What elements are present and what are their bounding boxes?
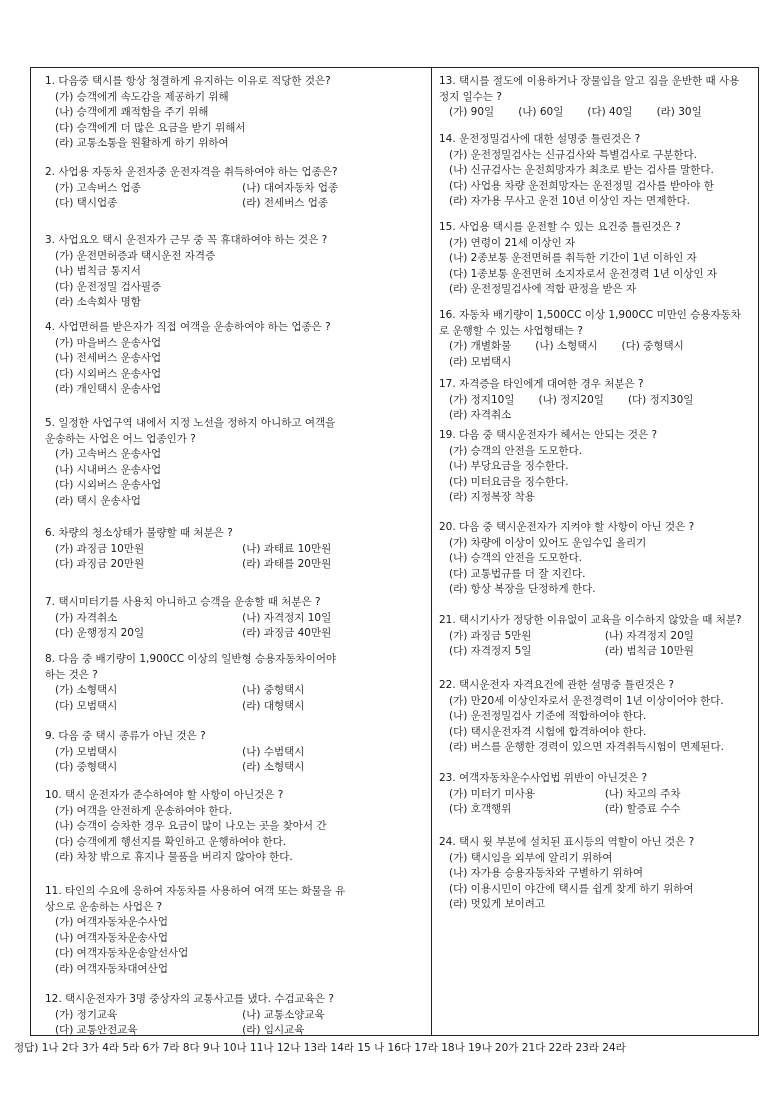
answer-option: (가) 연령이 21세 이상인 자 bbox=[449, 236, 576, 249]
question-stem: 5. 일정한 사업구역 내에서 지정 노선을 정하지 아니하고 여객을 운송하는 사업은 어느 업종인가 ? bbox=[45, 417, 336, 445]
answer-option: (나) 시내버스 운송사업 bbox=[55, 463, 162, 476]
question bbox=[439, 613, 757, 660]
answer-option: (다) 중형택시 bbox=[55, 761, 118, 773]
answer-option: (라) 교통소통을 원활하게 하기 위하여 bbox=[55, 137, 229, 149]
question bbox=[439, 377, 757, 424]
answer-option: (가) 승객에게 속도감을 제공하기 위해 bbox=[55, 90, 229, 103]
question bbox=[439, 132, 757, 210]
answer-option: (다) 과징금 20만원 bbox=[55, 558, 145, 570]
answer-option: (나) 대여자동차 업종 bbox=[242, 181, 339, 194]
answer-option: (가) 모범택시 bbox=[55, 745, 118, 758]
answer-option: (가) 운전면허증과 택시운전 자격증 bbox=[55, 249, 216, 262]
question-stem: 8. 다음 중 배기량이 1,900CC 이상의 일반형 승용자동차이어야 하는 것은 ? bbox=[45, 653, 337, 681]
question bbox=[439, 428, 757, 506]
answer-option: (가) 소형택시 bbox=[55, 684, 118, 696]
answer-option: (다) 시외버스 운송사업 bbox=[55, 479, 162, 491]
option-list bbox=[439, 629, 757, 660]
answer-option: (라) 여객자동차대여산업 bbox=[55, 962, 168, 975]
answer-option: (라) 자격취소 bbox=[449, 409, 512, 421]
answer-option: (다) 모범택시 bbox=[55, 699, 118, 712]
answer-option: (가) 90일 bbox=[449, 106, 495, 118]
answer-option: (나) 자격정지 10일 bbox=[242, 611, 332, 624]
question bbox=[439, 771, 757, 818]
answer-option: (다) 자격정지 5일 bbox=[449, 645, 532, 657]
answer-option: (다) 40일 bbox=[587, 106, 633, 118]
answer-option: (가) 과징금 5만원 bbox=[449, 629, 532, 642]
question-stem: 7. 택시미터기를 사용치 아니하고 승객을 운송할 때 처분은 ? bbox=[45, 596, 321, 608]
question bbox=[439, 74, 757, 121]
question-stem: 15. 사업용 택시를 운전할 수 있는 요건중 틀린것은 ? bbox=[439, 221, 681, 233]
answer-option: (가) 승객의 안전을 도모한다. bbox=[449, 444, 583, 457]
question bbox=[439, 835, 757, 913]
answer-option: (라) 임시교육 bbox=[242, 1024, 305, 1036]
answer-option: (가) 고속버스 업종 bbox=[55, 181, 141, 194]
answer-option: (나) 정지20일 bbox=[538, 393, 604, 406]
answer-option: (나) 승객의 안전을 도모한다. bbox=[449, 552, 583, 564]
question bbox=[45, 652, 427, 714]
answer-option: (나) 자가용 승용자동차와 구별하기 위하여 bbox=[449, 867, 643, 879]
option-list bbox=[45, 1008, 427, 1039]
answer-option: (라) 과태를 20만원 bbox=[242, 558, 332, 570]
answer-option: (라) 차창 밖으로 휴지나 물품을 버리지 않아야 한다. bbox=[55, 851, 293, 863]
column-divider bbox=[431, 68, 432, 1035]
question-stem: 21. 택시기사가 정당한 이유없이 교육을 이수하지 않았을 때 처분? bbox=[439, 614, 742, 626]
answer-option: (다) 미터요금을 징수한다. bbox=[449, 475, 569, 488]
option-list bbox=[45, 336, 427, 398]
question-stem: 10. 택시 운전자가 준수하여야 할 사항이 아닌것은 ? bbox=[45, 789, 284, 801]
answer-option: (라) 버스를 운행한 경력이 있으면 자격취득시험이 면제된다. bbox=[449, 741, 724, 753]
answer-option: (다) 정지30일 bbox=[627, 393, 694, 406]
answer-option: (가) 정기교육 bbox=[55, 1008, 118, 1021]
answer-option: (가) 만20세 이상인자로서 운전경력이 1년 이상이어야 한다. bbox=[449, 694, 724, 707]
option-list bbox=[439, 787, 757, 818]
answer-option: (나) 승객이 승차한 경우 요금이 많이 나오는 곳을 찾아서 간 bbox=[55, 820, 327, 832]
answer-option: (라) 소형택시 bbox=[242, 761, 305, 773]
option-list bbox=[439, 393, 757, 424]
answer-option: (라) 30일 bbox=[656, 106, 702, 118]
question-stem: 11. 타인의 수요에 응하여 자동차를 사용하여 여객 또는 화물을 유 상으로 운송하는 사업은 ? bbox=[45, 885, 346, 913]
option-list bbox=[45, 542, 427, 573]
option-list bbox=[439, 444, 757, 506]
answer-option: (다) 교통법규를 더 잘 지킨다. bbox=[449, 567, 586, 580]
answer-option: (라) 지정복장 착용 bbox=[449, 491, 535, 503]
answer-option: (나) 부당요금을 징수한다. bbox=[449, 460, 569, 472]
answer-option: (다) 사업용 차량 운전희망자는 운전정밀 검사를 받아야 한 bbox=[449, 179, 714, 192]
question bbox=[45, 320, 427, 398]
answer-option: (나) 여객자동차운송사업 bbox=[55, 931, 168, 944]
question-stem: 1. 다음중 택시를 항상 청결하게 유지하는 이유로 적당한 것은? bbox=[45, 75, 331, 87]
option-list bbox=[45, 90, 427, 152]
question bbox=[439, 678, 757, 756]
question bbox=[45, 416, 427, 509]
answer-option: (다) 1종보통 운전면허 소지자로서 운전경력 1년 이상인 자 bbox=[449, 267, 718, 280]
question bbox=[45, 595, 427, 642]
answer-option: (다) 운행정지 20일 bbox=[55, 627, 145, 639]
option-list bbox=[439, 694, 757, 756]
answer-option: (나) 60일 bbox=[518, 106, 564, 118]
answer-option: (다) 여객자동차운송알선사업 bbox=[55, 947, 189, 959]
question-stem: 19. 다음 중 택시운전자가 헤서는 안되는 것은 ? bbox=[439, 429, 658, 441]
answer-option: (나) 승객에게 쾌적함을 주기 위해 bbox=[55, 106, 209, 118]
question-stem: 14. 운전정밀검사에 대한 설명중 틀린것은 ? bbox=[439, 133, 641, 145]
answer-option: (다) 택시운전자격 시험에 합격하여야 한다. bbox=[449, 725, 647, 738]
answer-option: (라) 멋있게 보이려고 bbox=[449, 898, 546, 910]
answer-option: (가) 여객자동차운수사업 bbox=[55, 916, 168, 928]
answer-option: (가) 운전정밀검사는 신규검사와 특별검사로 구분한다. bbox=[449, 148, 698, 161]
question-stem: 23. 여객자동차운수사업법 위반이 아닌것은 ? bbox=[439, 772, 648, 784]
option-list bbox=[439, 105, 757, 121]
answer-option: (라) 할증료 수수 bbox=[604, 803, 681, 815]
question bbox=[439, 220, 757, 298]
answer-option: (라) 운전정밀검사에 적합 판정을 받은 자 bbox=[449, 283, 637, 295]
answer-option: (나) 2종보통 운전면허를 취득한 기간이 1년 이하인 자 bbox=[449, 252, 697, 264]
answer-option: (가) 개별화물 bbox=[449, 340, 512, 352]
answer-option: (나) 과태료 10만원 bbox=[242, 542, 332, 555]
question bbox=[45, 233, 427, 311]
answer-option: (가) 여객을 안전하게 운송하여야 한다. bbox=[55, 804, 233, 817]
question-stem: 3. 사업요오 택시 운전자가 근무 중 꼭 휴대하여야 하는 것은 ? bbox=[45, 234, 328, 246]
answer-option: (나) 운전정밀검사 기준에 적합하여야 한다. bbox=[449, 710, 647, 722]
question-stem: 17. 자격증을 타인에게 대여한 경우 처분은 ? bbox=[439, 378, 644, 390]
question-stem: 20. 다음 중 택시운전자가 지켜야 할 사항이 아닌 것은 ? bbox=[439, 521, 695, 533]
answer-option: (나) 범칙금 통지서 bbox=[55, 265, 141, 277]
option-list bbox=[439, 236, 757, 298]
question-stem: 6. 차량의 청소상태가 불량할 때 처분은 ? bbox=[45, 527, 233, 539]
answer-option: (나) 교통소양교육 bbox=[242, 1008, 325, 1021]
option-list bbox=[45, 249, 427, 311]
answer-option: (다) 호객행위 bbox=[449, 803, 512, 815]
answer-option: (가) 차량에 이상이 있어도 운임수입 올리기 bbox=[449, 536, 647, 549]
option-list bbox=[45, 181, 427, 212]
answer-option: (라) 범칙금 10만원 bbox=[604, 645, 694, 657]
option-list bbox=[439, 148, 757, 210]
answer-option: (다) 승객에게 행선지를 확인하고 운행하여야 한다. bbox=[55, 835, 287, 848]
question-stem: 2. 사업용 자동차 운전자중 운전자격을 취득하여야 하는 업종은? bbox=[45, 166, 338, 178]
answer-option: (라) 항상 복장을 단정하게 한다. bbox=[449, 583, 596, 595]
question bbox=[45, 729, 427, 776]
option-list bbox=[439, 339, 757, 370]
answer-option: (라) 택시 운송사업 bbox=[55, 494, 141, 507]
answer-option: (다) 교통안전교육 bbox=[55, 1024, 138, 1036]
answer-option: (라) 자가용 무사고 운전 10년 이상인 자는 면제한다. bbox=[449, 195, 690, 207]
option-list bbox=[45, 611, 427, 642]
question bbox=[45, 74, 427, 152]
answer-option: (라) 모범택시 bbox=[449, 355, 512, 368]
answer-option: (나) 소형택시 bbox=[535, 340, 598, 352]
question bbox=[45, 526, 427, 573]
question bbox=[45, 165, 427, 212]
question bbox=[45, 992, 427, 1039]
answer-option: (가) 자격취소 bbox=[55, 611, 118, 624]
answer-option: (가) 과징금 10만원 bbox=[55, 542, 145, 555]
question bbox=[45, 884, 427, 977]
option-list bbox=[45, 745, 427, 776]
answer-option: (나) 차고의 주차 bbox=[604, 787, 681, 800]
question-stem: 13. 택시를 절도에 이용하거나 장물임을 알고 짐을 운반한 때 사용 정지 일수는 ? bbox=[439, 75, 740, 103]
question-stem: 9. 다음 중 택시 종류가 아닌 것은 ? bbox=[45, 730, 206, 742]
answer-option: (나) 중형택시 bbox=[242, 684, 305, 696]
answer-option: (나) 신규검사는 운전희망자가 최초로 받는 검사를 말한다. bbox=[449, 164, 714, 176]
answer-option: (다) 이용시민이 야간에 택시를 쉽게 찾게 하기 위하여 bbox=[449, 882, 694, 895]
answer-option: (가) 정지10일 bbox=[449, 393, 515, 406]
question bbox=[439, 308, 757, 370]
answer-option: (라) 소속회사 명함 bbox=[55, 296, 141, 308]
answer-option: (가) 미터기 미사용 bbox=[449, 787, 535, 800]
option-list bbox=[45, 915, 427, 977]
question bbox=[439, 520, 757, 598]
answer-option: (가) 고속버스 운송사업 bbox=[55, 448, 162, 460]
question bbox=[45, 788, 427, 866]
question-stem: 16. 자동차 배기량이 1,500CC 이상 1,900CC 미만인 승용자동차 로 운행할 수 있는 사업형태는 ? bbox=[439, 309, 741, 337]
option-list bbox=[45, 683, 427, 714]
answer-key: 정답) 1나 2다 3가 4라 5라 6가 7라 8다 9나 10나 11나 12나 13라 14라 15 나 16다 17라 18나 19나 20가 21다 22라 23라 24라 bbox=[14, 1042, 626, 1054]
answer-option: (라) 전세버스 업종 bbox=[242, 197, 329, 209]
answer-option: (나) 자격정지 20일 bbox=[604, 629, 694, 642]
answer-option: (나) 전세버스 운송사업 bbox=[55, 352, 162, 364]
option-list bbox=[439, 851, 757, 913]
question-stem: 12. 택시운전자가 3명 중상자의 교통사고를 냈다. 수검교육은 ? bbox=[45, 993, 334, 1005]
answer-option: (다) 승객에게 더 많은 요금을 받기 위해서 bbox=[55, 121, 246, 134]
answer-option: (나) 수범택시 bbox=[242, 745, 305, 758]
option-list bbox=[45, 447, 427, 509]
answer-option: (다) 운전정밀 검사필증 bbox=[55, 280, 162, 293]
question-stem: 22. 택시운전자 자격요건에 관한 설명중 틀린것은 ? bbox=[439, 679, 675, 691]
option-list bbox=[439, 536, 757, 598]
answer-option: (다) 택시업종 bbox=[55, 197, 118, 209]
exam-sheet bbox=[30, 67, 759, 1036]
question-stem: 4. 사업면허를 받은자가 직접 여객을 운송하여야 하는 업종은 ? bbox=[45, 321, 331, 333]
answer-option: (다) 시외버스 운송사업 bbox=[55, 367, 162, 380]
answer-option: (라) 개인택시 운송사업 bbox=[55, 383, 162, 395]
answer-option: (다) 중형택시 bbox=[621, 340, 684, 352]
option-list bbox=[45, 804, 427, 866]
answer-option: (라) 과징금 40만원 bbox=[242, 627, 332, 639]
answer-option: (가) 마을버스 운송사업 bbox=[55, 336, 162, 349]
question-stem: 24. 택시 윗 부분에 설치된 표시등의 역할이 아닌 것은 ? bbox=[439, 836, 695, 848]
answer-option: (가) 택시임을 외부에 알리기 위하여 bbox=[449, 851, 613, 864]
answer-option: (라) 대형택시 bbox=[242, 699, 305, 712]
